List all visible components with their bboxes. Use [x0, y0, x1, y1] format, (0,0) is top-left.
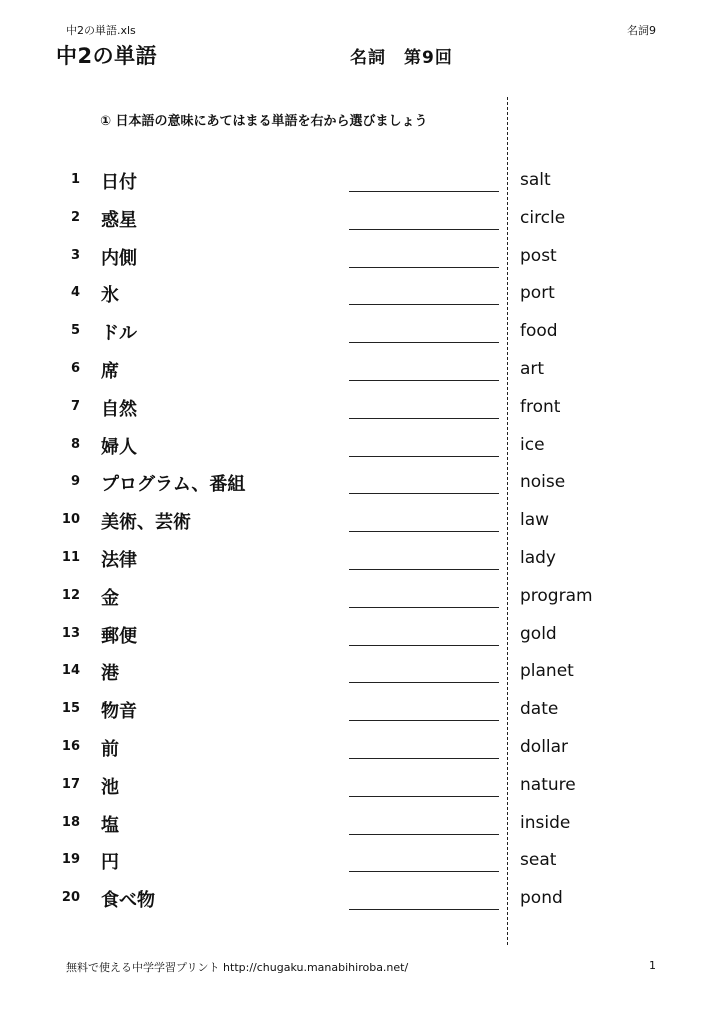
row-number: 10	[61, 512, 80, 528]
answer-line[interactable]	[349, 720, 499, 721]
english-word-choice: salt	[520, 170, 551, 190]
row-number: 14	[61, 663, 80, 679]
answer-line[interactable]	[349, 493, 499, 494]
japanese-word: 内側	[101, 247, 137, 269]
row-number: 11	[61, 550, 80, 565]
row-number: 16	[61, 739, 80, 754]
english-word-choice: front	[520, 396, 561, 417]
english-word-choice: food	[520, 321, 558, 342]
answer-line[interactable]	[349, 229, 499, 230]
japanese-word: 氷	[101, 285, 119, 307]
japanese-word: プログラム、番組	[101, 474, 246, 496]
japanese-word: 金	[101, 587, 119, 609]
japanese-word: 自然	[101, 398, 137, 420]
sheet-code: 名詞9	[627, 24, 656, 37]
answer-line[interactable]	[349, 418, 499, 419]
answer-line[interactable]	[349, 380, 499, 381]
file-name: 中2の単語.xls	[66, 24, 136, 37]
row-number: 5	[70, 323, 80, 339]
row-number: 6	[70, 361, 80, 376]
answer-line[interactable]	[349, 191, 499, 192]
english-word-choice: inside	[520, 812, 571, 833]
answer-line[interactable]	[349, 456, 499, 457]
answer-line[interactable]	[349, 871, 499, 872]
row-number: 9	[70, 474, 80, 490]
row-number: 8	[70, 436, 80, 452]
answer-line[interactable]	[349, 682, 499, 683]
lesson-title: 名詞 第9回	[350, 48, 453, 68]
english-word-choice: gold	[520, 623, 557, 644]
answer-line[interactable]	[349, 267, 499, 268]
japanese-word: 婦人	[101, 436, 137, 458]
english-word-choice: seat	[520, 850, 557, 871]
answer-line[interactable]	[349, 304, 499, 305]
japanese-word: 前	[101, 739, 119, 760]
answer-line[interactable]	[349, 909, 499, 910]
japanese-word: 日付	[101, 172, 137, 193]
japanese-word: 塩	[101, 814, 119, 836]
answer-line[interactable]	[349, 834, 499, 835]
english-word-choice: pond	[520, 888, 563, 909]
document-title: 中2の単語	[56, 44, 158, 68]
english-word-choice: noise	[520, 472, 566, 493]
page-number: 1	[649, 959, 656, 972]
english-word-choice: dollar	[520, 737, 569, 757]
japanese-word: 惑星	[101, 209, 137, 231]
footer-text: 無料で使える中学学習プリント http://chugaku.manabihiroba.net/	[66, 961, 409, 974]
japanese-word: 円	[101, 852, 119, 874]
english-word-choice: art	[520, 359, 545, 379]
answer-line[interactable]	[349, 607, 499, 608]
answer-line[interactable]	[349, 796, 499, 797]
english-word-choice: planet	[520, 661, 574, 682]
english-word-choice: circle	[520, 207, 566, 228]
english-word-choice: port	[520, 283, 555, 304]
row-number: 13	[61, 625, 80, 641]
english-word-choice: lady	[520, 548, 556, 568]
row-number: 19	[61, 852, 80, 868]
row-number: 17	[61, 776, 80, 792]
english-word-choice: law	[520, 510, 550, 531]
japanese-word: 港	[101, 663, 119, 685]
japanese-word: 席	[101, 361, 119, 382]
answer-line[interactable]	[349, 758, 499, 759]
english-word-choice: program	[520, 585, 593, 606]
row-number: 4	[70, 285, 80, 301]
japanese-word: 法律	[101, 550, 137, 571]
japanese-word: 郵便	[101, 625, 137, 647]
english-word-choice: ice	[520, 434, 545, 455]
row-number: 15	[61, 701, 80, 717]
english-word-choice: nature	[520, 774, 576, 795]
english-word-choice: date	[520, 699, 559, 720]
answer-line[interactable]	[349, 645, 499, 646]
row-number: 2	[70, 209, 80, 225]
row-number: 7	[70, 398, 80, 414]
japanese-word: 美術、芸術	[101, 512, 191, 534]
english-word-choice: post	[520, 245, 557, 266]
answer-line[interactable]	[349, 342, 499, 343]
row-number: 20	[61, 890, 80, 906]
japanese-word: 池	[101, 776, 119, 798]
row-number: 1	[70, 172, 80, 187]
instruction-text: ① 日本語の意味にあてはまる単語を右から選びましょう	[100, 114, 428, 129]
row-number: 12	[61, 587, 80, 603]
japanese-word: 食べ物	[101, 890, 155, 912]
japanese-word: ドル	[101, 323, 137, 345]
row-number: 18	[61, 814, 80, 830]
japanese-word: 物音	[101, 701, 137, 723]
answer-line[interactable]	[349, 531, 499, 532]
answer-line[interactable]	[349, 569, 499, 570]
row-number: 3	[70, 247, 80, 263]
dashed-divider	[507, 97, 508, 945]
